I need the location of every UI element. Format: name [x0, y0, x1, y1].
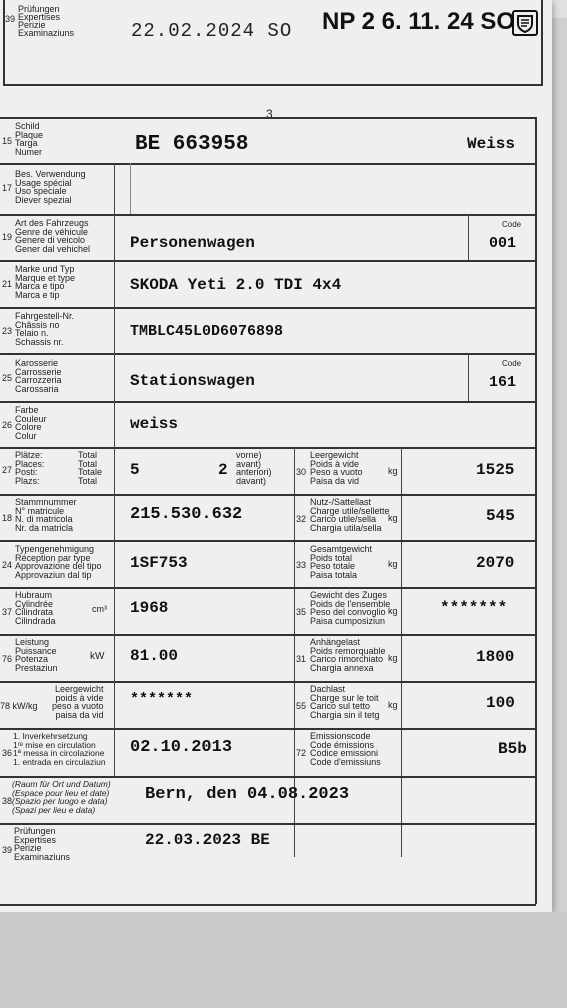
body-value: Stationswagen	[130, 372, 255, 390]
displacement-value: 1968	[130, 599, 169, 617]
row-36-72	[0, 728, 536, 730]
matricule-value: 215.530.632	[130, 505, 243, 524]
power-labels: Leistung Puissance Potenza Prestaziun	[15, 637, 58, 673]
inspection-labels	[18, 5, 74, 37]
row-24-33	[0, 540, 536, 542]
row-19	[0, 214, 536, 216]
field-number: 23	[2, 326, 13, 336]
emission-value: B5b	[498, 740, 527, 758]
power-weight-value: *******	[130, 691, 194, 708]
roof-load-labels: Dachlast Charge sur le toit Carico sul tetto Chargia sin il tetg	[310, 684, 380, 720]
seats-front-labels: vorne) avant) anteriori) davant)	[236, 450, 272, 486]
desk-surface	[0, 912, 567, 1008]
place-date-value: Bern, den 04.08.2023	[145, 785, 350, 804]
inspection-stamp: NP 2 6. 11. 24 SO	[322, 8, 516, 35]
power-value: 81.00	[130, 647, 179, 665]
row-25	[0, 353, 536, 355]
unit-label: kg	[388, 700, 398, 710]
power-weight-labels: Leergewicht poids à vide peso a vuoto paisa da vid	[52, 684, 104, 720]
roof-load-value: 100	[486, 694, 515, 712]
matricule-labels: Stammnummer N° matricule N. di matricola Nr. da matricla	[15, 497, 77, 533]
field-number: 30	[296, 467, 307, 477]
row-78-55	[0, 681, 536, 683]
registration-grid	[0, 117, 536, 906]
seats-front-value: 2	[218, 461, 228, 479]
make-model-value: SKODA Yeti 2.0 TDI 4x4	[130, 276, 342, 294]
vehicle-type-value: Personenwagen	[130, 234, 255, 252]
row-38	[0, 776, 536, 778]
label-it: Perizie	[18, 20, 46, 30]
field-number: 19	[2, 232, 13, 242]
inspection-bottom-value: 22.03.2023 BE	[145, 831, 270, 849]
field-number: 72	[296, 748, 307, 758]
field-number: 25	[2, 373, 13, 383]
row-15	[0, 117, 536, 119]
unit-label: kW	[90, 651, 105, 662]
total-weight-labels: Gesamtgewicht Poids total Peso totale Paisa totala	[310, 544, 373, 580]
row-37-35	[0, 587, 536, 589]
field-number: 31	[296, 654, 307, 664]
empty-weight-value: 1525	[476, 461, 515, 479]
first-registration-value: 02.10.2013	[130, 738, 233, 757]
type-approval-labels: Typengenehmigung Réception par type Approvazione del tipo Approvaziun dal tip	[15, 544, 102, 580]
total-weight-value: 2070	[476, 554, 515, 572]
field-number: 26	[2, 420, 13, 430]
place-date-labels: (Raum für Ort und Datum) (Espace pour lieu et date) (Spazio per luogo e data) (Spazi per lieu e data)	[12, 779, 111, 815]
vehicle-type-code: 001	[489, 235, 517, 252]
unit-label: kg	[388, 466, 398, 476]
seats-labels: Plätze: Places: Posti: Plazs:	[15, 450, 45, 486]
chassis-labels: Fahrgestell-Nr. Châssis no Telaio n. Schassis nr.	[15, 311, 75, 347]
train-weight-value: *******	[440, 599, 508, 617]
color-labels: Farbe Couleur Colore Colur	[15, 405, 47, 441]
color-value: weiss	[130, 415, 179, 433]
train-weight-labels: Gewicht des Zuges Poids de l'ensemble Peso del convoglio Paisa cumposiziun	[310, 590, 391, 626]
field-number: 21	[2, 279, 13, 289]
trailer-load-labels: Anhängelast Poids remorquable Carico rimorchiato Chargia annexa	[310, 637, 386, 673]
row-39	[0, 823, 536, 825]
vehicle-type-labels: Art des Fahrzeugs Genre de véhicule Genere di veicolo Gener dal vehichel	[15, 218, 91, 254]
field-number: 27	[2, 465, 13, 475]
row-21	[0, 260, 536, 262]
chassis-value: TMBLC45L0D6076898	[130, 323, 284, 340]
field-number: 78 kW/kg	[0, 701, 38, 711]
field-number: 15	[2, 136, 13, 146]
row-23	[0, 307, 536, 309]
label-rm: Examinaziuns	[18, 28, 75, 38]
make-model-labels: Marke und Typ Marque et type Marca e tipo Marca e tip	[15, 264, 76, 300]
field-number: 33	[296, 560, 307, 570]
field-number: 37	[2, 607, 13, 617]
emission-labels: Emissionscode Code émissions Codice emissioni Code d'emissiuns	[310, 731, 381, 767]
plate-labels: Schild Plaque Targa Numer	[15, 121, 44, 157]
plate-color: Weiss	[467, 135, 516, 153]
unit-label: kg	[388, 559, 398, 569]
inspection-date: 22.02.2024 SO	[131, 20, 293, 42]
trailer-load-value: 1800	[476, 648, 515, 666]
row-27-30	[0, 447, 536, 449]
unit-label: cm³	[92, 604, 107, 614]
field-number: 55	[296, 701, 307, 711]
field-number: 76	[2, 654, 13, 664]
row-18-32	[0, 494, 536, 496]
row-76-31	[0, 634, 536, 636]
code-label: Code	[502, 359, 522, 368]
unit-label: kg	[388, 513, 398, 523]
seats-total-value: 5	[130, 461, 140, 479]
field-number: 24	[2, 560, 13, 570]
field-number: 32	[296, 514, 307, 524]
first-registration-labels: 1. Inverkehrsetzung 1ʳᵉ mise en circulation 1ª messa in circolazione 1. entrada en circulaziun	[13, 731, 106, 767]
field-number: 17	[2, 183, 13, 193]
field-number: 35	[296, 607, 307, 617]
empty-weight-labels: Leergewicht Poids à vide Peso a vuoto Paisa da vid	[310, 450, 363, 486]
stamp-seal-icon	[512, 10, 538, 36]
inspection-bottom-labels: Prüfungen Expertises Perizie Examinaziuns	[14, 826, 71, 862]
special-use-labels: Bes. Verwendung Usage spécial Uso speciale Diever spezial	[15, 169, 86, 205]
code-label: Code	[502, 220, 522, 229]
payload-value: 545	[486, 507, 515, 525]
payload-labels: Nutz-/Sattellast Charge utile/sellette Carico utile/sella Chargia utila/sella	[310, 497, 390, 533]
field-number: 39	[5, 14, 16, 24]
displacement-labels: Hubraum Cylindrée Cilindrata Cilindrada	[15, 590, 56, 626]
row-26	[0, 401, 536, 403]
body-code: 161	[489, 374, 517, 391]
unit-label: kg	[388, 653, 398, 663]
label-fr: Expertises	[18, 12, 61, 22]
page-number: 3	[266, 107, 273, 121]
field-number: 38	[2, 796, 13, 806]
type-approval-value: 1SF753	[130, 554, 188, 572]
field-number: 39	[2, 845, 13, 855]
field-number: 18	[2, 513, 13, 523]
unit-label: kg	[388, 606, 398, 616]
field-number: 36	[2, 748, 13, 758]
row-17	[0, 163, 536, 165]
label-de: Prüfungen	[18, 4, 60, 14]
seats-total-labels: Total Total Totale Total	[78, 450, 103, 486]
body-labels: Karosserie Carrosserie Carrozzeria Carossaria	[15, 358, 62, 394]
plate-value: BE 663958	[135, 133, 249, 156]
